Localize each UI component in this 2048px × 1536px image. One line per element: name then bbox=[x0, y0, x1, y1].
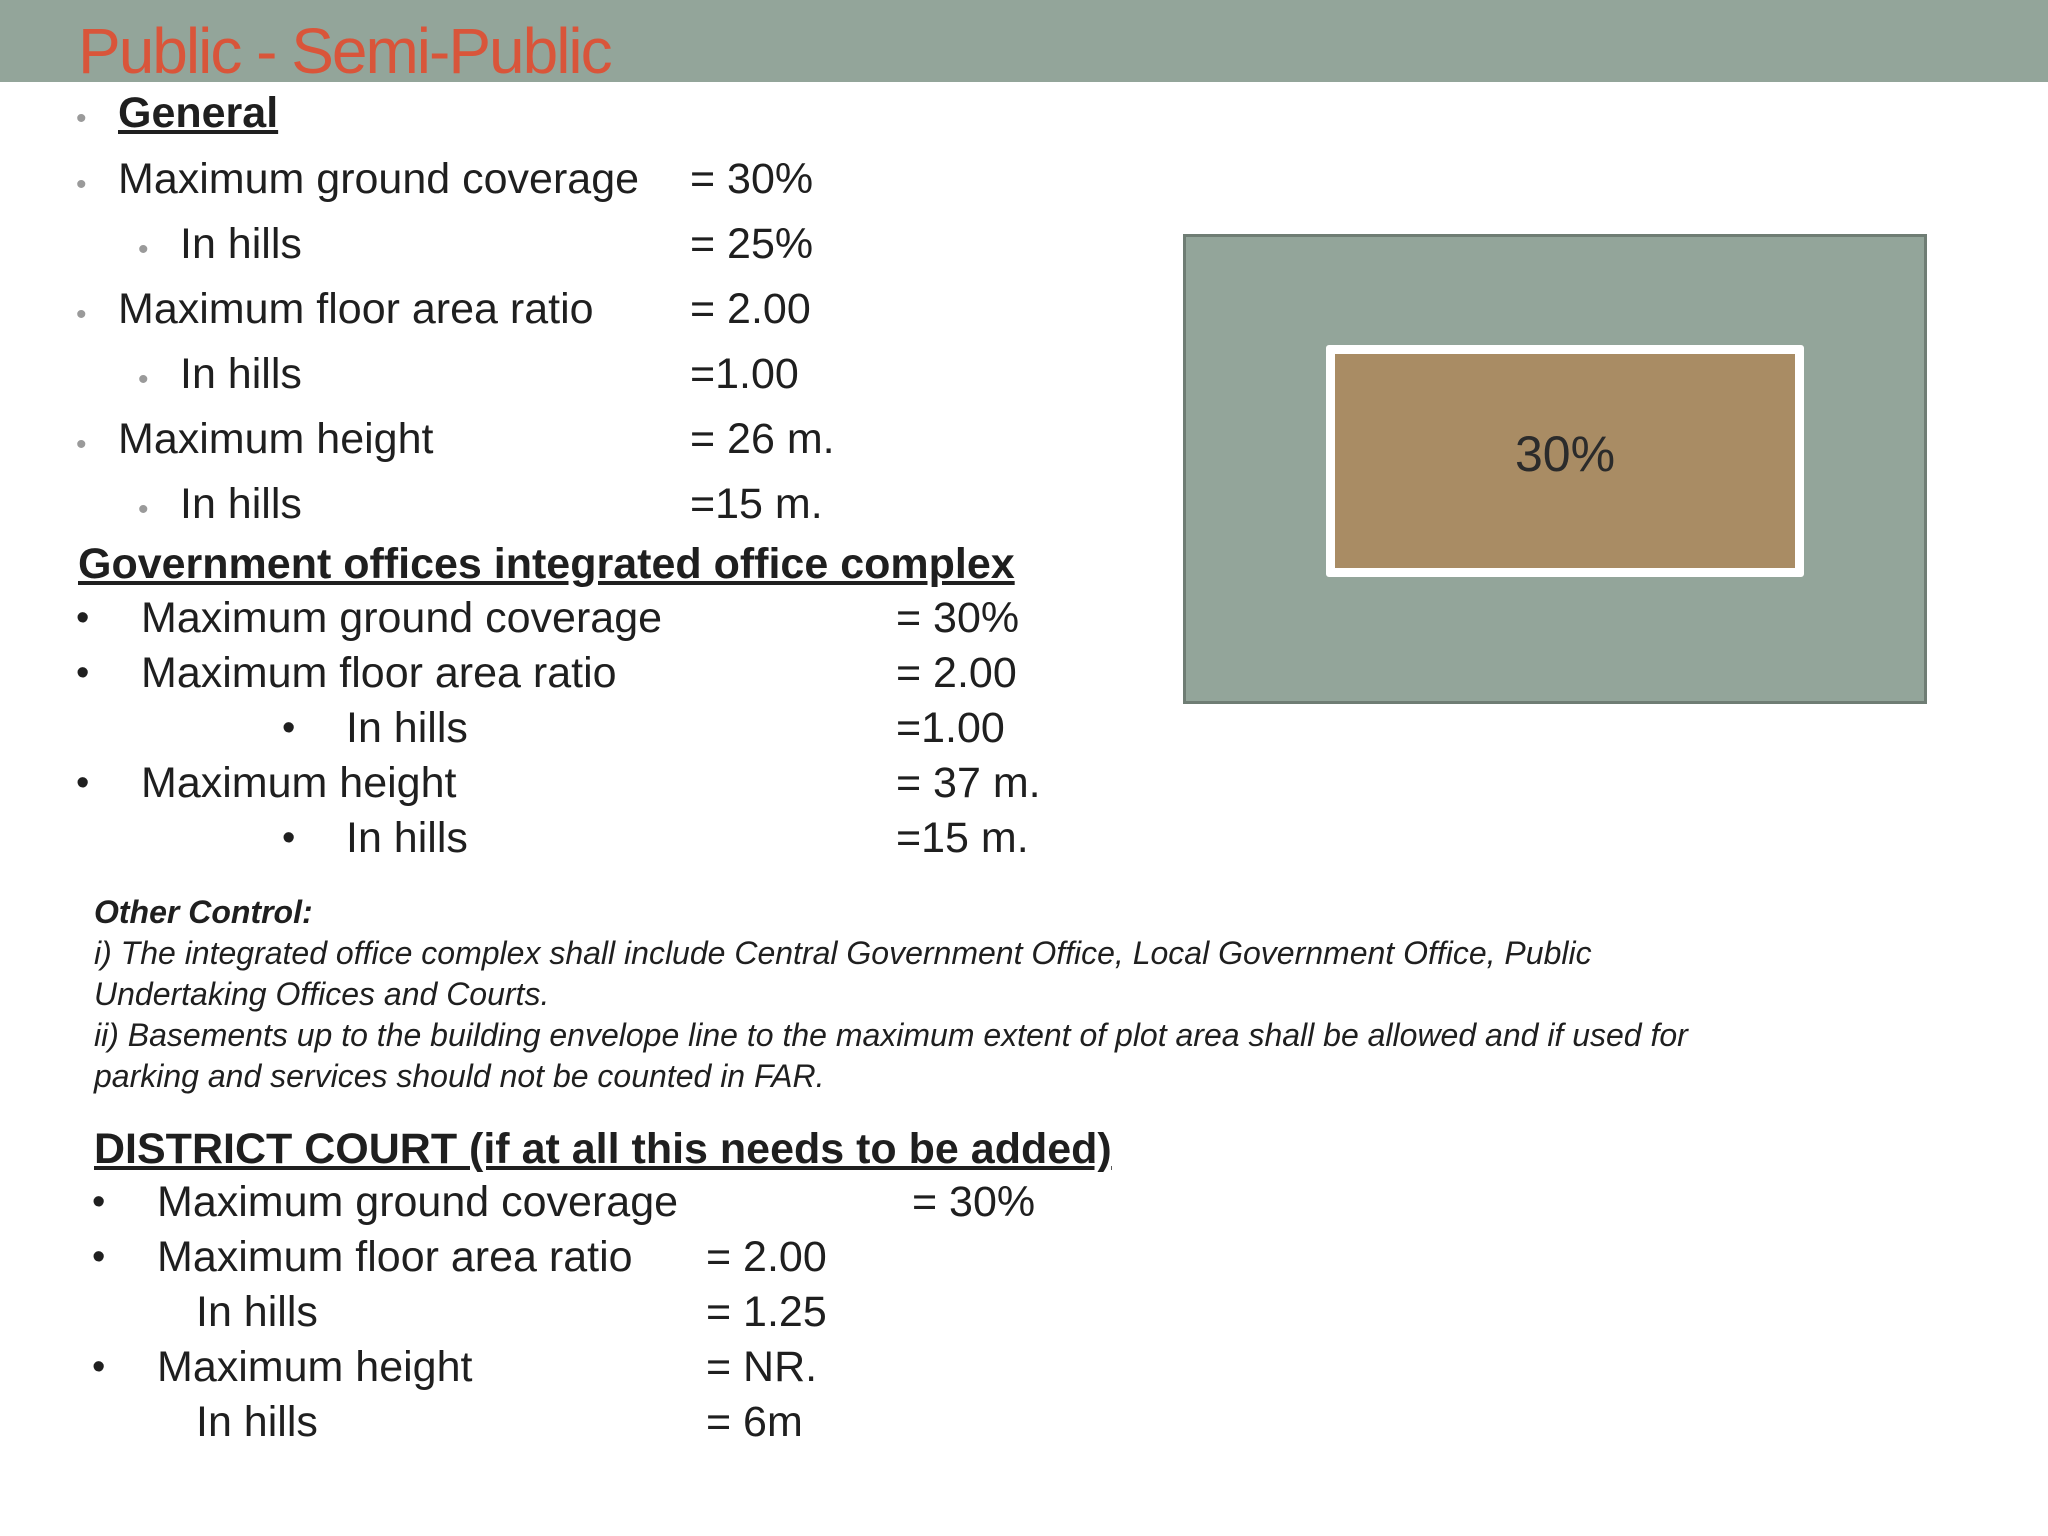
general-value: = 30% bbox=[690, 155, 814, 203]
bullet: • bbox=[76, 428, 87, 461]
government-label: Maximum floor area ratio bbox=[141, 649, 617, 697]
other-control-line: Undertaking Offices and Courts. bbox=[94, 976, 550, 1012]
district-value: = NR. bbox=[706, 1343, 818, 1391]
bullet: • bbox=[76, 298, 87, 331]
government-value: = 37 m. bbox=[896, 759, 1041, 807]
other-control-line: ii) Basements up to the building envelope line to the maximum extent of plot area shall be allowed and if used for bbox=[94, 1017, 1688, 1053]
government-value: =15 m. bbox=[896, 814, 1029, 862]
bullet: • bbox=[76, 102, 87, 135]
government-label: In hills bbox=[346, 814, 468, 862]
district-label: Maximum ground coverage bbox=[157, 1178, 679, 1226]
general-label: Maximum ground coverage bbox=[118, 155, 640, 203]
bullet: • bbox=[76, 762, 90, 804]
district-value: = 30% bbox=[912, 1178, 1036, 1226]
general-value: =15 m. bbox=[690, 480, 823, 528]
bullet: • bbox=[282, 707, 296, 749]
bullet: • bbox=[92, 1181, 106, 1223]
government-value: =1.00 bbox=[896, 704, 1005, 752]
government-label: In hills bbox=[346, 704, 468, 752]
general-label: In hills bbox=[180, 480, 302, 528]
district-value: = 6m bbox=[706, 1398, 803, 1446]
district-value: = 1.25 bbox=[706, 1288, 827, 1336]
general-value: =1.00 bbox=[690, 350, 799, 398]
general-label: Maximum height bbox=[118, 415, 434, 463]
government-value: = 30% bbox=[896, 594, 1020, 642]
district-label: In hills bbox=[196, 1398, 318, 1446]
general-label: In hills bbox=[180, 350, 302, 398]
general-label: In hills bbox=[180, 220, 302, 268]
bullet: • bbox=[138, 363, 149, 396]
bullet: • bbox=[92, 1236, 106, 1278]
district-label: Maximum floor area ratio bbox=[157, 1233, 633, 1281]
slide-title: Public - Semi-Public bbox=[78, 15, 611, 87]
general-value: = 2.00 bbox=[690, 285, 811, 333]
bullet: • bbox=[76, 168, 87, 201]
bullet: • bbox=[76, 597, 90, 639]
other-control-line: i) The integrated office complex shall include Central Government Office, Local Government Office, Public bbox=[94, 935, 1592, 971]
district-label: In hills bbox=[196, 1288, 318, 1336]
coverage-label: 30% bbox=[1514, 426, 1616, 482]
general-value: = 26 m. bbox=[690, 415, 835, 463]
bullet: • bbox=[138, 493, 149, 526]
government-heading: Government offices integrated office complex bbox=[78, 540, 1015, 588]
bullet: • bbox=[92, 1346, 106, 1388]
general-heading: General bbox=[118, 89, 279, 137]
government-label: Maximum ground coverage bbox=[141, 594, 663, 642]
government-value: = 2.00 bbox=[896, 649, 1017, 697]
bullet: • bbox=[282, 817, 296, 859]
general-value: = 25% bbox=[690, 220, 814, 268]
bullet: • bbox=[76, 652, 90, 694]
general-label: Maximum floor area ratio bbox=[118, 285, 594, 333]
other-control-heading: Other Control: bbox=[94, 894, 313, 930]
bullet: • bbox=[138, 233, 149, 266]
district-heading: DISTRICT COURT (if at all this needs to be added) bbox=[94, 1125, 1112, 1173]
district-value: = 2.00 bbox=[706, 1233, 827, 1281]
district-label: Maximum height bbox=[157, 1343, 473, 1391]
government-label: Maximum height bbox=[141, 759, 457, 807]
other-control-line: parking and services should not be counted in FAR. bbox=[94, 1058, 825, 1094]
